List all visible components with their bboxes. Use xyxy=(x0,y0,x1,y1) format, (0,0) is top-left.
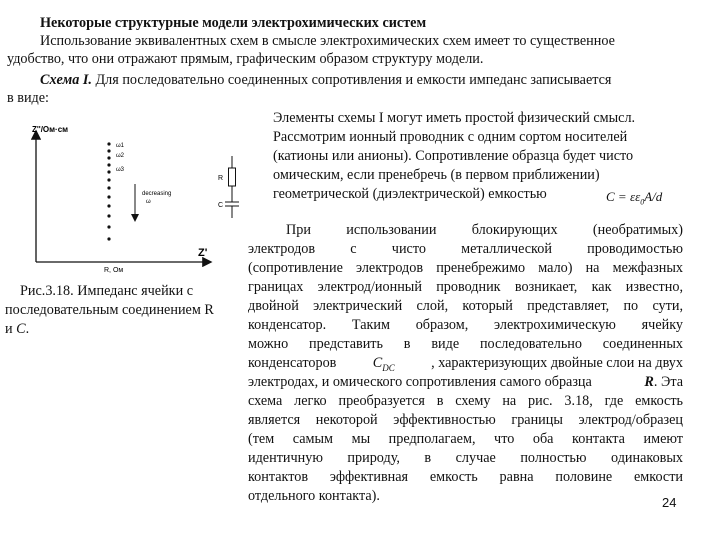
impedance-points xyxy=(107,142,110,240)
body-line-3: (сопротивление электродов пренебрежимо мало) на межфазных xyxy=(248,260,683,276)
omega-2-label: ω2 xyxy=(116,153,125,159)
body-line-8-b: , характеризующих двойные слои на двух xyxy=(431,355,683,371)
body-line-4: границах электрод/ионный проводник возникает, как известно, xyxy=(248,279,683,295)
r-symbol: R xyxy=(644,374,654,390)
scheme-label: Схема I. xyxy=(40,72,92,88)
body-line-10: схема легко преобразуется в схему на рис. 3.18, где емкость xyxy=(248,393,683,409)
arrow-label-2: ω xyxy=(146,199,151,205)
body-line-9-a: электродах, и омического сопротивления самого образца xyxy=(248,374,592,390)
right-top-line-3: (катионы или анионы). Сопротивление образца будет чисто xyxy=(273,148,634,164)
arrow-label-1: decreasing xyxy=(142,191,172,197)
body-line-8-a: конденсаторов xyxy=(248,355,337,371)
body-line-5: двойной электрический слой, который представляет, по сути, xyxy=(248,298,683,314)
intro-line-1: Использование эквивалентных схем в смысле электрохимических схем имеет то существенное xyxy=(40,33,615,49)
omega-1-label: ω1 xyxy=(116,143,125,149)
x-tick-label: R, Ом xyxy=(104,267,124,274)
body-line-12: (тем самым мы предполагаем, что оба контакта имеют xyxy=(248,431,683,447)
scheme-line-2: в виде: xyxy=(7,90,49,106)
x-axis-label: Z' xyxy=(198,247,208,259)
formula-rhs: A/d xyxy=(644,189,663,204)
caption-pre: и xyxy=(5,321,17,337)
impedance-figure xyxy=(20,120,242,280)
circuit-r-label: R xyxy=(218,175,224,182)
caption-post: . xyxy=(25,321,30,337)
right-top-line-4: омическим, если пренебречь (в первом приближении) xyxy=(273,167,600,183)
body-line-9-b: . Эта xyxy=(653,374,683,390)
right-top-line-1: Элементы схемы I могут иметь простой физический смысл. xyxy=(273,110,636,126)
body-line-6: конденсатор. Таким образом, электрохимическую ячейку xyxy=(248,317,683,333)
figure-caption-line-3 xyxy=(5,320,29,338)
rc-circuit xyxy=(225,156,239,218)
body-line-14: контактов эффективная емкость равна половине емкости xyxy=(248,469,683,485)
cdc-sub: DC xyxy=(382,362,395,373)
page-heading: Некоторые структурные модели электрохимических систем xyxy=(40,15,427,31)
scheme-text: Для последовательно соединенных сопротивления и емкости импеданс записывается xyxy=(91,72,612,88)
scheme-line-1 xyxy=(40,71,611,89)
body-line-15: отдельного контакта). xyxy=(248,488,380,504)
cdc-main: C xyxy=(372,355,383,371)
formula-sub: 0 xyxy=(640,197,645,207)
body-line-7: можно представить в виде последовательно соединенных xyxy=(248,336,683,352)
figure-caption-line-2: последовательным соединением R xyxy=(5,302,214,318)
capacitance-formula xyxy=(606,188,662,212)
figure-caption-line-1: Рис.3.18. Импеданс ячейки с xyxy=(20,283,194,299)
body-line-11: является некоторой эффективностью границы электрод/образец xyxy=(248,412,683,428)
right-top-line-2: Рассмотрим ионный проводник с одним сортом носителей xyxy=(273,129,628,145)
caption-c: C xyxy=(16,321,26,337)
formula-lhs: C = εε xyxy=(606,189,641,204)
body-line-13: идентичную природу, в случае полностью одинаковых xyxy=(248,450,683,466)
y-axis-label: Z''/Ом·см xyxy=(32,125,69,134)
right-top-line-5: геометрической (диэлектрической) емкостью xyxy=(273,186,547,202)
omega-3-label: ω3 xyxy=(116,167,125,173)
body-line-2: электродов с чисто металлической проводимостью xyxy=(248,241,683,257)
page-number: 24 xyxy=(662,495,677,510)
intro-line-2: удобство, что они отражают прямым, графическим образом структуру модели. xyxy=(7,51,484,67)
body-line-9 xyxy=(248,373,683,391)
body-line-1: При использовании блокирующих (необратимых) xyxy=(286,222,683,238)
circuit-c-label: C xyxy=(218,202,224,209)
